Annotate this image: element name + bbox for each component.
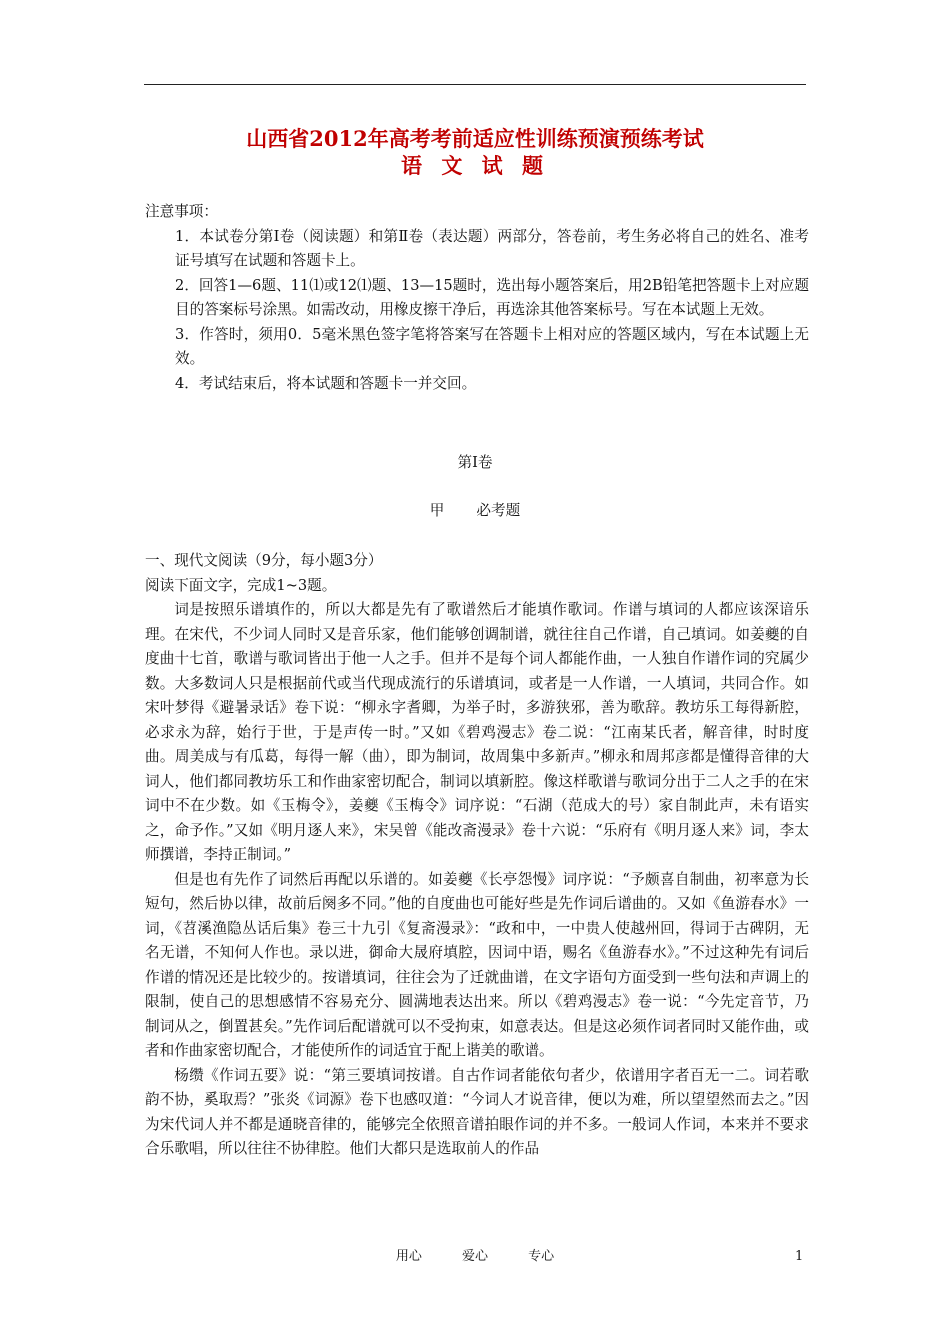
header-rule (144, 84, 806, 85)
notice-item-3: 3．作答时，须用0．5毫米黑色签字笔将答案写在答题卡上相对应的答题区域内，写在本试题上无效。 (175, 325, 809, 367)
page-number: 1 (795, 1249, 804, 1264)
exam-title: 山西省2012年高考考前适应性训练预演预练考试 (246, 126, 704, 151)
notice-item-1: 1．本试卷分第Ⅰ卷（阅读题）和第Ⅱ卷（表达题）两部分，答卷前，考生务必将自己的姓名、准考证号填写在试题和答题卡上。 (175, 227, 809, 269)
footer-word-1: 用心 (395, 1249, 422, 1264)
reading-paragraph-1: 词是按照乐谱填作的，所以大都是先有了歌谱然后才能填作歌词。作谱与填词的人都应该深谙乐理。在宋代，不少词人同时又是音乐家，他们能够创调制谱，就往往自己作谱，自己填词。如姜夔的自度曲十七首，歌谱与歌词皆出于他一人之手。但并不是每个词人都能作曲，一人独自作谱作词的究属少数。大多数词人只是根据前代或当代现成流行的乐谱填词，或者是一人作谱，一人填词，共同合作。如宋叶梦得《避暑录话》卷下说：“柳永字耆卿，为举子时，多游狭邪，善为歌辞。教坊乐工每得新腔，必求永为辞，始行于世，于是声传一时。”又如《碧鸡漫志》卷二说：“江南某氏者，解音律，时时度曲。周美成与有瓜葛，每得一解（曲），即为制词，故周集中多新声。”柳永和周邦彦都是懂得音律的大词人，他们都同教坊乐工和作曲家密切配合，制词以填新腔。像这样歌谱与歌词分出于二人之手的在宋词中不在少数。如《玉梅令》，姜夔《玉梅令》词序说：“石湖（范成大的号）家自制此声，未有语实之，命予作。”又如《明月逐人来》，宋吴曾《能改斋漫录》卷十六说：“乐府有《明月逐人来》词，李太师撰谱，李持正制词。” (145, 601, 809, 863)
section-name: 必考题 (476, 502, 521, 519)
footer-word-2: 爱心 (461, 1249, 488, 1264)
reading-heading: 一、现代文阅读（9分，每小题3分） (145, 552, 383, 569)
footer-word-3: 专心 (528, 1249, 555, 1264)
notice-item-4: 4．考试结束后，将本试题和答题卡一并交回。 (175, 374, 477, 392)
volume-title: 第Ⅰ卷 (457, 454, 493, 471)
notice-heading: 注意事项： (145, 203, 218, 220)
page-footer (0, 1247, 950, 1267)
reading-instruction: 阅读下面文字，完成1~3题。 (145, 576, 337, 594)
notice-section (145, 200, 809, 396)
section-part: 甲 (429, 502, 445, 519)
reading-section (145, 549, 809, 1162)
reading-paragraph-2: 但是也有先作了词然后再配以乐谱的。如姜夔《长亭怨慢》词序说：“予颇喜自制曲，初率意为长短句，然后协以律，故前后阕多不同。”他的自度曲也可能好些是先作词后谱曲的。又如《鱼游春水》一词，《苕溪渔隐丛话后集》卷三十九引《复斋漫录》：“政和中，一中贵人使越州回，得词于古碑阴，无名无谱，不知何人作也。录以进，御命大晟府填腔，因词中语，赐名《鱼游春水》。”不过这种先有词后作谱的情况还是比较少的。按谱填词，往往会为了迁就曲谱，在文字语句方面受到一些句法和声调上的限制，使自己的思想感情不容易充分、圆满地表达出来。所以《碧鸡漫志》卷一说：“今先定音节，乃制词从之，倒置甚矣。”先作词后配谱就可以不受拘束，如意表达。但是这必须作词者同时又能作曲，或者和作曲家密切配合，才能使所作的词适宜于配上谐美的歌谱。 (145, 870, 809, 1059)
reading-paragraph-3: 杨缵《作词五要》说：“第三要填词按谱。自古作词者能依句者少，依谱用字者百无一二。词若歌韵不协，奚取焉？”张炎《词源》卷下也感叹道：“今词人才说音律，便以为难，所以望望然而去之。”因为宋代词人并不都是通晓音律的，能够完全依照音谱拍眼作词的并不多。一般词人作词，本来并不要求合乐歌唱，所以往往不协律腔。他们大都只是选取前人的作品 (145, 1066, 809, 1157)
section-title (0, 499, 950, 523)
notice-item-2: 2．回答1—6题、11⑴或12⑴题、13—15题时，选出每小题答案后，用2B铅笔把答题卡上对应题目的答案标号涂黑。如需改动，用橡皮擦干净后，再选涂其他答案标号。写在本试题上无效。 (175, 276, 809, 318)
exam-subject-title: 语 文 试 题 (401, 153, 549, 178)
